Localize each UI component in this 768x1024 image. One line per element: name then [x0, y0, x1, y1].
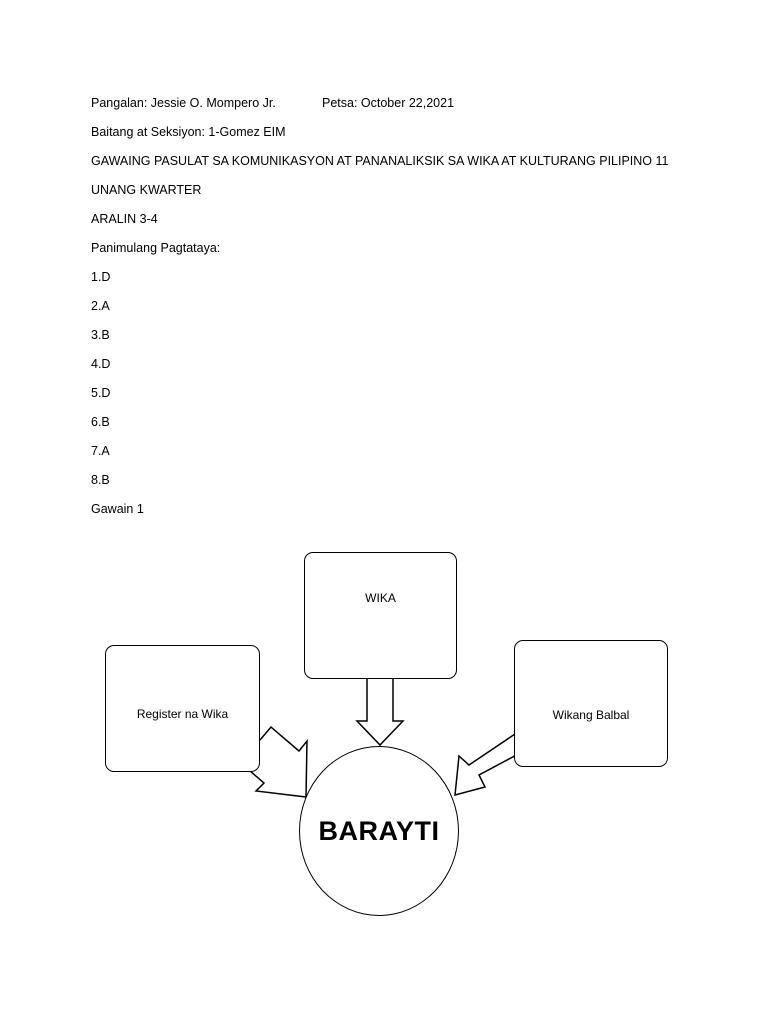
petsa-line: Petsa: October 22,2021 [322, 96, 455, 110]
answer-item: 3.B [91, 328, 110, 342]
barayti-circle [299, 746, 459, 916]
answer-item: 1.D [91, 270, 111, 284]
arrow-down [357, 678, 403, 745]
answer-item: 4.D [91, 357, 111, 371]
kwarter-line: UNANG KWARTER [91, 183, 202, 197]
barayti-label: BARAYTI [318, 815, 440, 846]
answer-item: 2.A [91, 299, 110, 313]
gawain1-title: Gawain 1 [91, 502, 144, 516]
answer-item: 8.B [91, 473, 110, 487]
register-box [105, 645, 260, 772]
balbal-label: Wikang Balbal [552, 707, 630, 722]
balbal-box [514, 640, 668, 767]
register-label: Register na Wika [136, 706, 229, 721]
pangalan-line: Pangalan: Jessie O. Mompero Jr. [91, 96, 276, 110]
wika-box [304, 552, 457, 679]
pagtataya-title: Panimulang Pagtataya: [91, 241, 221, 255]
baitang-line: Baitang at Seksiyon: 1-Gomez EIM [91, 125, 286, 139]
answer-item: 5.D [91, 386, 111, 400]
gawain-title: GAWAING PASULAT SA KOMUNIKASYON AT PANANALIKSIK SA WIKA AT KULTURANG PILIPINO 11 [91, 154, 669, 168]
wika-label: WIKA [365, 590, 396, 605]
answer-item: 7.A [91, 444, 110, 458]
aralin-line: ARALIN 3-4 [91, 212, 158, 226]
answer-item: 6.B [91, 415, 110, 429]
